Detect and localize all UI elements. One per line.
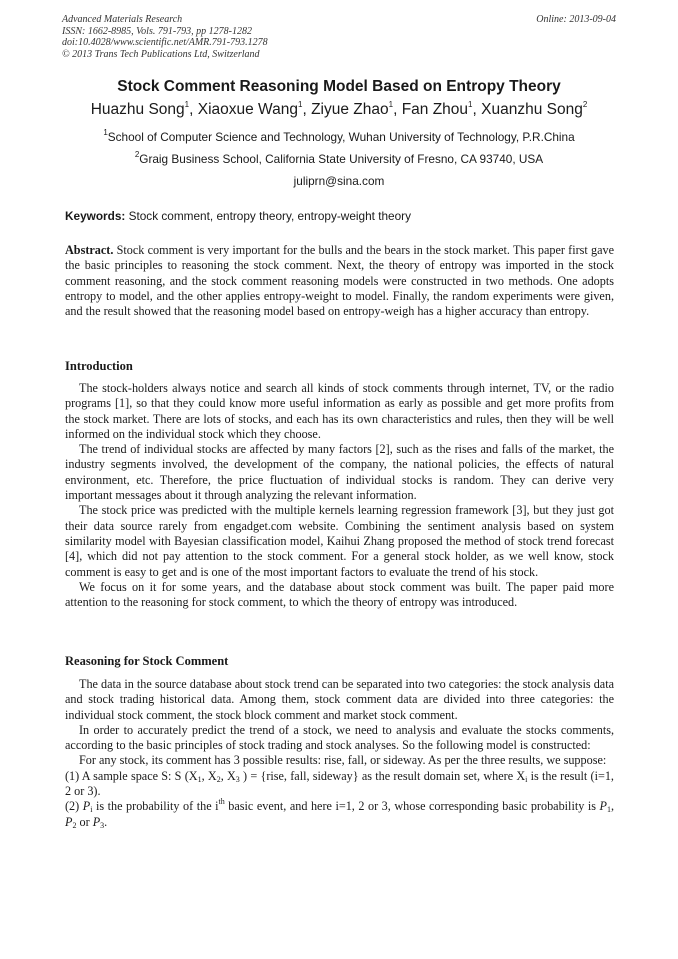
keywords-label: Keywords: xyxy=(65,209,126,223)
paragraph: The data in the source database about stock trend can be separated into two categories: the stock analysis data and stock trading historical data. Among them, stock comment data are divided into three categories: the individual stock comment, the stock block comment and market stock comment. xyxy=(65,677,614,722)
keywords-text: Stock comment, entropy theory, entropy-weight theory xyxy=(128,209,411,223)
author-list: Huazhu Song$^1$, Xiaoxue Wang$^1$, Ziyue Zhao$^1$, Fan Zhou$^1$, Xuanzhu Song$^2$ xyxy=(90,99,588,118)
copyright-line: © 2013 Trans Tech Publications Ltd, Switzerland xyxy=(62,48,260,60)
abstract-label: Abstract. xyxy=(65,243,114,257)
definition-item-2: (2) $P_i$ is the probability of the $i^{th}$ basic event, and here i=1, 2 or 3, whose corresponding basic probability is $P_1$, $P_2$ or $P_3$. xyxy=(65,797,614,830)
paragraph: The stock price was predicted with the multiple kernels learning regression framework [3], but they just got their data source rarely from engadget.com website. Combining the sentiment analysis based on system similarity model with Bayesian classification model, Kaihui Zhang proposed the method of stock trend forecast [4], which did not pay attention to the stock comment. For a general stock holder, as we well know, stock comment is easy to get and is one of the most important factors to evaluate the trend of his stock. xyxy=(65,503,614,579)
abstract-text: Stock comment is very important for the bulls and the bears in the stock market. This paper first gave the basic principles to reasoning the stock comment. Next, the theory of entropy was imported in the stock comment reasoning, and the stock comment reasoning models were constructed in two methods. One adopts entropy to model, and the other applies entropy-weight to model. Finally, the random experiments were given, and the result showed that the reasoning model based on entropy-weigh has a higher accuracy than entropy. xyxy=(65,243,615,319)
author-name: Fan Zhou xyxy=(401,101,469,118)
paragraph: For any stock, its comment has 3 possible results: rise, fall, or sideway. As per the three results, we suppose: xyxy=(79,753,607,768)
author-name: Xiaoxue Wang xyxy=(197,101,298,118)
author-name: Xuanzhu Song xyxy=(481,101,583,118)
introduction-body xyxy=(65,381,614,610)
keywords xyxy=(65,209,411,223)
paragraph: In order to accurately predict the trend of a stock, we need to analysis and evaluate the stocks comments, according to the basic principles of stock trading and stock analyses. So the following model is constructed: xyxy=(65,722,614,753)
paragraph: The trend of individual stocks are affected by many factors [2], such as the rises and falls of the market, the industry segments involved, the development of the company, the national policies, the effects of natural environment, etc. Therefore, the price fluctuation of individual stocks is random. They can derive very important messages about it through analyzing the relevant information. xyxy=(65,442,614,503)
reasoning-body xyxy=(65,677,614,830)
author-affil-mark: 1 xyxy=(468,99,473,109)
journal-header xyxy=(62,14,616,60)
affiliation-2 xyxy=(0,152,678,166)
author-email: juliprn@sina.com xyxy=(293,174,385,188)
affil-mark: 2 xyxy=(134,150,140,160)
doi-line: doi:10.4028/www.scientific.net/AMR.791-793.1278 xyxy=(62,37,268,48)
author-affil-mark: 1 xyxy=(388,99,394,109)
affil-mark: 1 xyxy=(103,128,108,138)
section-heading-introduction: Introduction xyxy=(65,359,133,373)
author-name: Ziyue Zhao xyxy=(311,101,389,118)
issn-line: ISSN: 1662-8985, Vols. 791-793, pp 1278-1282 xyxy=(62,25,252,37)
author-name: Huazhu Song xyxy=(90,101,185,118)
affiliation-text: School of Computer Science and Technology, Wuhan University of Technology, P.R.China xyxy=(107,130,575,144)
definition-item-1: (1) A sample space S: S ($X_1$, $X_2$, $X_3$ ) = {rise, fall, sideway} as the result domain set, where $X_i$ is the result (i=1, 2 or 3). xyxy=(65,768,614,799)
paragraph: We focus on it for some years, and the database about stock comment was built. The paper paid more attention to the reasoning for stock comment, to which the theory of entropy was introduced. xyxy=(65,579,614,610)
affiliation-text: Graig Business School, California State University of Fresno, CA 93740, USA xyxy=(139,152,544,166)
author-affil-mark: 2 xyxy=(582,99,588,109)
abstract xyxy=(65,243,614,319)
section-heading-reasoning: Reasoning for Stock Comment xyxy=(65,654,229,668)
paper-title: Stock Comment Reasoning Model Based on Entropy Theory xyxy=(117,78,561,95)
affiliation-1 xyxy=(0,130,678,144)
paragraph: The stock-holders always notice and search all kinds of stock comments through internet, TV, or the radio programs [1], so that they could know more useful information as early as possible and get more profits from the stock market. There are lots of stocks, and each has its own characteristics and rules, then they will be well informed on the individual stock which they choose. xyxy=(65,381,614,441)
author-affil-mark: 1 xyxy=(297,99,303,109)
online-date: Online: 2013-09-04 xyxy=(536,14,616,25)
author-affil-mark: 1 xyxy=(184,99,190,109)
journal-name: Advanced Materials Research xyxy=(62,14,183,25)
